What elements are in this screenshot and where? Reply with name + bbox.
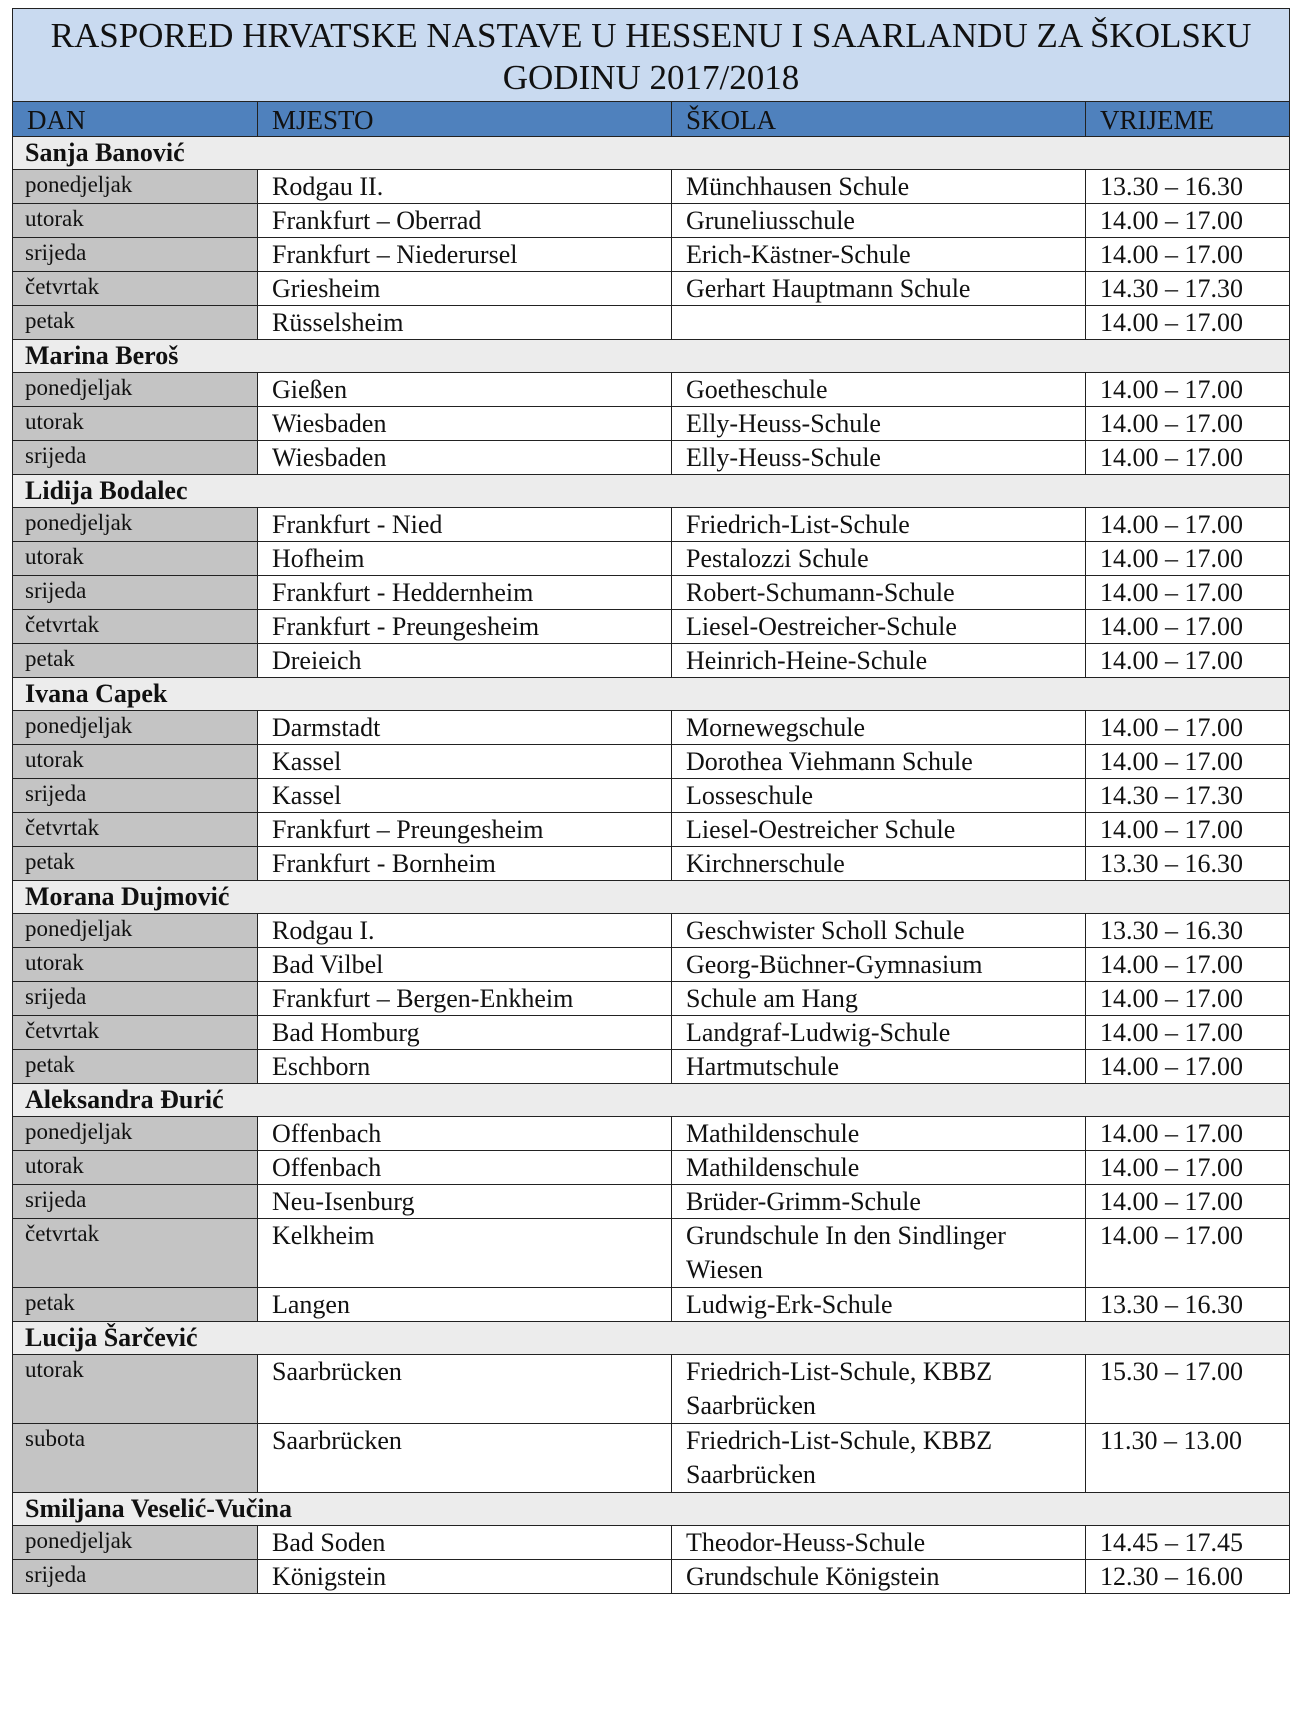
- day-cell: ponedjeljak: [13, 170, 258, 204]
- day-cell: utorak: [13, 407, 258, 441]
- schedule-row: [13, 204, 1290, 238]
- time-cell: 14.00 – 17.00: [1086, 813, 1290, 847]
- school-cell: Geschwister Scholl Schule: [672, 914, 1086, 948]
- schedule-row: [13, 1526, 1290, 1560]
- schedule-row: [13, 542, 1290, 576]
- place-cell: Dreieich: [258, 644, 672, 678]
- schedule-row: [13, 1016, 1290, 1050]
- place-cell: Rodgau I.: [258, 914, 672, 948]
- day-cell: srijeda: [13, 1560, 258, 1594]
- time-cell: 14.00 – 17.00: [1086, 1185, 1290, 1219]
- place-cell: Frankfurt - Preungesheim: [258, 610, 672, 644]
- time-cell: 14.00 – 17.00: [1086, 407, 1290, 441]
- schedule-row: [13, 1424, 1290, 1493]
- teacher-name: Lidija Bodalec: [13, 475, 1290, 508]
- schedule-table: [12, 8, 1290, 1594]
- school-cell: [672, 306, 1086, 340]
- schedule-sheet: [12, 8, 1289, 1594]
- place-cell: Frankfurt – Preungesheim: [258, 813, 672, 847]
- schedule-row: [13, 306, 1290, 340]
- schedule-row: [13, 508, 1290, 542]
- time-cell: 14.00 – 17.00: [1086, 306, 1290, 340]
- title-row: [13, 9, 1290, 102]
- day-cell: srijeda: [13, 1185, 258, 1219]
- time-cell: 14.00 – 17.00: [1086, 1151, 1290, 1185]
- day-cell: četvrtak: [13, 610, 258, 644]
- schedule-row: [13, 170, 1290, 204]
- school-cell: Grundschule In den Sindlinger Wiesen: [672, 1219, 1086, 1288]
- schedule-row: [13, 1185, 1290, 1219]
- place-cell: Frankfurt - Heddernheim: [258, 576, 672, 610]
- day-cell: četvrtak: [13, 813, 258, 847]
- header-row: [13, 102, 1290, 137]
- place-cell: Frankfurt - Nied: [258, 508, 672, 542]
- time-cell: 14.30 – 17.30: [1086, 779, 1290, 813]
- place-cell: Frankfurt – Oberrad: [258, 204, 672, 238]
- school-cell: Hartmutschule: [672, 1050, 1086, 1084]
- time-cell: 14.00 – 17.00: [1086, 576, 1290, 610]
- day-cell: ponedjeljak: [13, 373, 258, 407]
- place-cell: Kelkheim: [258, 1219, 672, 1288]
- header-time: VRIJEME: [1086, 102, 1290, 137]
- time-cell: 14.00 – 17.00: [1086, 508, 1290, 542]
- schedule-row: [13, 610, 1290, 644]
- day-cell: srijeda: [13, 576, 258, 610]
- day-cell: srijeda: [13, 779, 258, 813]
- school-cell: Losseschule: [672, 779, 1086, 813]
- teacher-name: Morana Dujmović: [13, 881, 1290, 914]
- school-cell: Schule am Hang: [672, 982, 1086, 1016]
- school-cell: Landgraf-Ludwig-Schule: [672, 1016, 1086, 1050]
- time-cell: 14.00 – 17.00: [1086, 542, 1290, 576]
- place-cell: Offenbach: [258, 1151, 672, 1185]
- time-cell: 14.00 – 17.00: [1086, 948, 1290, 982]
- teacher-row: [13, 475, 1290, 508]
- place-cell: Langen: [258, 1288, 672, 1322]
- school-cell: Münchhausen Schule: [672, 170, 1086, 204]
- day-cell: petak: [13, 306, 258, 340]
- school-cell: Elly-Heuss-Schule: [672, 407, 1086, 441]
- teacher-row: [13, 1084, 1290, 1117]
- teacher-name: Ivana Capek: [13, 678, 1290, 711]
- day-cell: ponedjeljak: [13, 914, 258, 948]
- time-cell: 13.30 – 16.30: [1086, 170, 1290, 204]
- time-cell: 14.00 – 17.00: [1086, 1050, 1290, 1084]
- schedule-row: [13, 272, 1290, 306]
- school-cell: Liesel-Oestreicher Schule: [672, 813, 1086, 847]
- place-cell: Offenbach: [258, 1117, 672, 1151]
- place-cell: Bad Vilbel: [258, 948, 672, 982]
- schedule-row: [13, 711, 1290, 745]
- day-cell: četvrtak: [13, 1016, 258, 1050]
- day-cell: petak: [13, 1288, 258, 1322]
- place-cell: Rüsselsheim: [258, 306, 672, 340]
- schedule-row: [13, 238, 1290, 272]
- time-cell: 13.30 – 16.30: [1086, 1288, 1290, 1322]
- day-cell: utorak: [13, 1151, 258, 1185]
- schedule-row: [13, 982, 1290, 1016]
- school-cell: Robert-Schumann-Schule: [672, 576, 1086, 610]
- schedule-row: [13, 914, 1290, 948]
- place-cell: Griesheim: [258, 272, 672, 306]
- teacher-name: Marina Beroš: [13, 340, 1290, 373]
- teacher-name: Sanja Banović: [13, 137, 1290, 170]
- school-cell: Friedrich-List-Schule, KBBZ Saarbrücken: [672, 1424, 1086, 1493]
- day-cell: petak: [13, 847, 258, 881]
- school-cell: Gerhart Hauptmann Schule: [672, 272, 1086, 306]
- time-cell: 14.30 – 17.30: [1086, 272, 1290, 306]
- school-cell: Pestalozzi Schule: [672, 542, 1086, 576]
- school-cell: Heinrich-Heine-Schule: [672, 644, 1086, 678]
- place-cell: Neu-Isenburg: [258, 1185, 672, 1219]
- place-cell: Hofheim: [258, 542, 672, 576]
- teacher-row: [13, 881, 1290, 914]
- school-cell: Georg-Büchner-Gymnasium: [672, 948, 1086, 982]
- school-cell: Mornewegschule: [672, 711, 1086, 745]
- day-cell: srijeda: [13, 982, 258, 1016]
- place-cell: Eschborn: [258, 1050, 672, 1084]
- day-cell: četvrtak: [13, 272, 258, 306]
- schedule-row: [13, 644, 1290, 678]
- place-cell: Wiesbaden: [258, 407, 672, 441]
- place-cell: Frankfurt – Bergen-Enkheim: [258, 982, 672, 1016]
- time-cell: 12.30 – 16.00: [1086, 1560, 1290, 1594]
- time-cell: 14.00 – 17.00: [1086, 1016, 1290, 1050]
- day-cell: utorak: [13, 542, 258, 576]
- schedule-row: [13, 779, 1290, 813]
- school-cell: Mathildenschule: [672, 1117, 1086, 1151]
- teacher-row: [13, 1493, 1290, 1526]
- time-cell: 11.30 – 13.00: [1086, 1424, 1290, 1493]
- school-cell: Dorothea Viehmann Schule: [672, 745, 1086, 779]
- place-cell: Bad Homburg: [258, 1016, 672, 1050]
- teacher-row: [13, 340, 1290, 373]
- schedule-row: [13, 813, 1290, 847]
- teacher-name: Lucija Šarčević: [13, 1322, 1290, 1355]
- place-cell: Frankfurt – Niederursel: [258, 238, 672, 272]
- place-cell: Saarbrücken: [258, 1355, 672, 1424]
- day-cell: utorak: [13, 204, 258, 238]
- schedule-row: [13, 847, 1290, 881]
- schedule-row: [13, 745, 1290, 779]
- schedule-row: [13, 1288, 1290, 1322]
- school-cell: Friedrich-List-Schule, KBBZ Saarbrücken: [672, 1355, 1086, 1424]
- schedule-row: [13, 441, 1290, 475]
- school-cell: Erich-Kästner-Schule: [672, 238, 1086, 272]
- time-cell: 14.45 – 17.45: [1086, 1526, 1290, 1560]
- place-cell: Kassel: [258, 745, 672, 779]
- day-cell: četvrtak: [13, 1219, 258, 1288]
- time-cell: 14.00 – 17.00: [1086, 1219, 1290, 1288]
- school-cell: Grundschule Königstein: [672, 1560, 1086, 1594]
- teacher-name: Aleksandra Đurić: [13, 1084, 1290, 1117]
- time-cell: 14.00 – 17.00: [1086, 373, 1290, 407]
- day-cell: ponedjeljak: [13, 1526, 258, 1560]
- time-cell: 14.00 – 17.00: [1086, 204, 1290, 238]
- time-cell: 14.00 – 17.00: [1086, 982, 1290, 1016]
- school-cell: Friedrich-List-Schule: [672, 508, 1086, 542]
- schedule-row: [13, 1355, 1290, 1424]
- schedule-row: [13, 576, 1290, 610]
- schedule-row: [13, 407, 1290, 441]
- school-cell: Ludwig-Erk-Schule: [672, 1288, 1086, 1322]
- place-cell: Rodgau II.: [258, 170, 672, 204]
- schedule-row: [13, 1151, 1290, 1185]
- time-cell: 14.00 – 17.00: [1086, 644, 1290, 678]
- place-cell: Bad Soden: [258, 1526, 672, 1560]
- school-cell: Gruneliusschule: [672, 204, 1086, 238]
- schedule-row: [13, 373, 1290, 407]
- teacher-name: Smiljana Veselić-Vučina: [13, 1493, 1290, 1526]
- day-cell: utorak: [13, 745, 258, 779]
- schedule-row: [13, 1050, 1290, 1084]
- day-cell: srijeda: [13, 238, 258, 272]
- time-cell: 13.30 – 16.30: [1086, 847, 1290, 881]
- place-cell: Kassel: [258, 779, 672, 813]
- school-cell: Theodor-Heuss-Schule: [672, 1526, 1086, 1560]
- school-cell: Brüder-Grimm-Schule: [672, 1185, 1086, 1219]
- place-cell: Darmstadt: [258, 711, 672, 745]
- day-cell: ponedjeljak: [13, 711, 258, 745]
- time-cell: 14.00 – 17.00: [1086, 1117, 1290, 1151]
- header-school: ŠKOLA: [672, 102, 1086, 137]
- schedule-row: [13, 1219, 1290, 1288]
- time-cell: 14.00 – 17.00: [1086, 711, 1290, 745]
- place-cell: Saarbrücken: [258, 1424, 672, 1493]
- day-cell: petak: [13, 1050, 258, 1084]
- time-cell: 14.00 – 17.00: [1086, 238, 1290, 272]
- time-cell: 14.00 – 17.00: [1086, 610, 1290, 644]
- place-cell: Königstein: [258, 1560, 672, 1594]
- teacher-row: [13, 1322, 1290, 1355]
- teacher-row: [13, 137, 1290, 170]
- school-cell: Elly-Heuss-Schule: [672, 441, 1086, 475]
- header-place: MJESTO: [258, 102, 672, 137]
- time-cell: 13.30 – 16.30: [1086, 914, 1290, 948]
- teacher-row: [13, 678, 1290, 711]
- place-cell: Wiesbaden: [258, 441, 672, 475]
- schedule-row: [13, 1560, 1290, 1594]
- time-cell: 14.00 – 17.00: [1086, 441, 1290, 475]
- school-cell: Liesel-Oestreicher-Schule: [672, 610, 1086, 644]
- header-day: DAN: [13, 102, 258, 137]
- schedule-row: [13, 1117, 1290, 1151]
- page-title: RASPORED HRVATSKE NASTAVE U HESSENU I SAARLANDU ZA ŠKOLSKU GODINU 2017/2018: [13, 9, 1290, 102]
- day-cell: srijeda: [13, 441, 258, 475]
- day-cell: petak: [13, 644, 258, 678]
- place-cell: Frankfurt - Bornheim: [258, 847, 672, 881]
- day-cell: ponedjeljak: [13, 1117, 258, 1151]
- day-cell: utorak: [13, 1355, 258, 1424]
- day-cell: ponedjeljak: [13, 508, 258, 542]
- time-cell: 15.30 – 17.00: [1086, 1355, 1290, 1424]
- day-cell: subota: [13, 1424, 258, 1493]
- schedule-row: [13, 948, 1290, 982]
- place-cell: Gießen: [258, 373, 672, 407]
- school-cell: Kirchnerschule: [672, 847, 1086, 881]
- school-cell: Goetheschule: [672, 373, 1086, 407]
- school-cell: Mathildenschule: [672, 1151, 1086, 1185]
- day-cell: utorak: [13, 948, 258, 982]
- time-cell: 14.00 – 17.00: [1086, 745, 1290, 779]
